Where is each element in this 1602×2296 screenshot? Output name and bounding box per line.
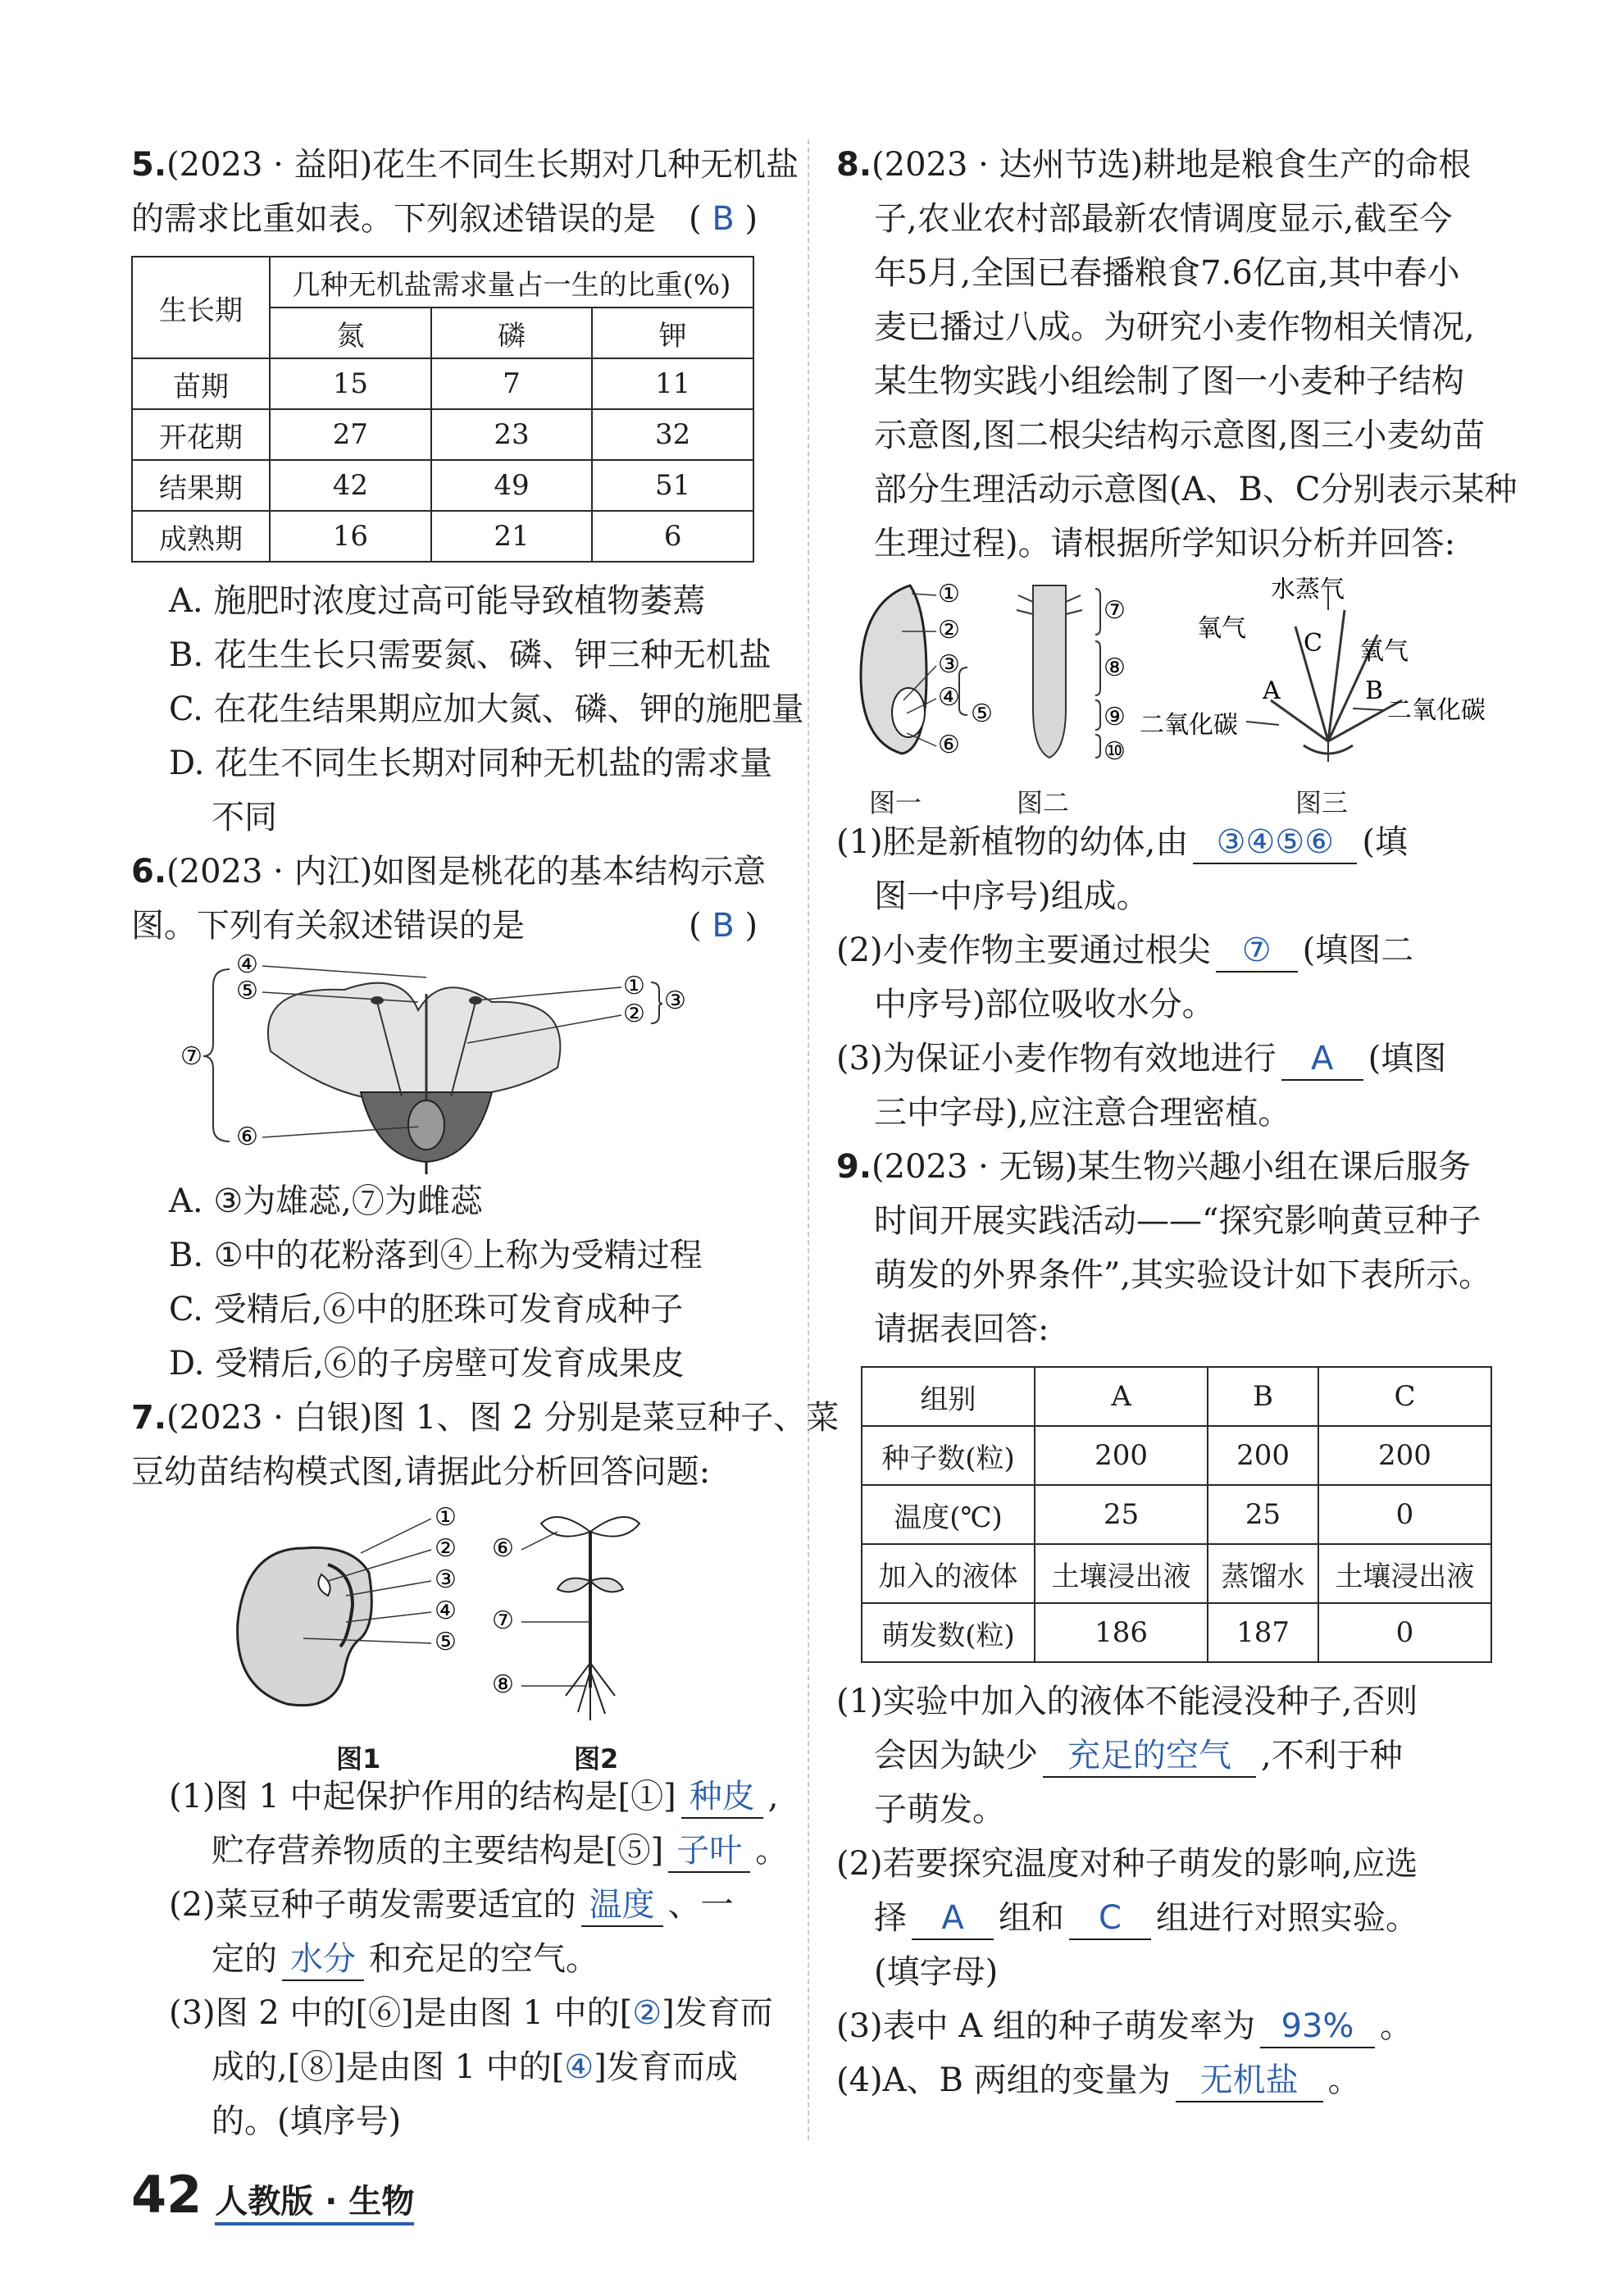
sub-question-text: 成的,[⑧]是由图 1 中的[ (212, 2048, 565, 2086)
flower-label-3: ③ (664, 986, 686, 1015)
table-row (132, 409, 753, 460)
table-row (862, 1485, 1491, 1544)
peach-flower-figure (131, 953, 787, 1174)
seed-label-1: ① (938, 580, 960, 608)
seed-label-5: ⑤ (971, 699, 993, 728)
label-C: C (1304, 629, 1322, 658)
question-7 (131, 1391, 840, 2148)
sub-question-text: 图一中序号)组成。 (874, 877, 1149, 915)
table-row (132, 358, 753, 409)
seed-label-2: ② (938, 616, 960, 645)
sub-question-text: 和充足的空气。 (369, 1940, 598, 1978)
question-text: (2023 · 无锡)某生物兴趣小组在课后服务 (872, 1148, 1472, 1186)
seed-label-4: ④ (435, 1597, 457, 1625)
option: B. 花生生长只需要氮、磷、钾三种无机盐 (169, 636, 771, 674)
table-header: A (1035, 1367, 1208, 1426)
table-cell: 土壤浸出液 (1035, 1544, 1208, 1603)
table-header: C (1318, 1367, 1491, 1426)
question-6: 6.(2023 · 内江)如图是桃花的基本结构示意 图。下列有关叙述错误的是 ( B ) ④ ⑤ ⑦ ⑥ ① ② ③ A. ③为雄蕊,⑦为雌蕊 B. ①中的花粉落到④上称为受精过程 C. 受精后,⑥中的胚珠可发育成种子 D. 受精后,⑥的子房壁可发育成果皮 (131, 845, 787, 1391)
sub-question-text: 的。(填序号) (212, 2102, 402, 2140)
seed-label-2: ② (435, 1534, 457, 1563)
sub-question-text: (1)图 1 中起保护作用的结构是[①] (169, 1778, 676, 1815)
figure-caption: 图三 (1295, 787, 1349, 818)
seed-label-4: ④ (938, 683, 960, 712)
table-cell: 51 (592, 460, 753, 511)
answer-blank: 无机盐 (1176, 2060, 1323, 2102)
question-number: 5. (131, 146, 167, 184)
option: D. 花生不同生长期对同种无机盐的需求量 (169, 745, 773, 782)
table-cell: 萌发数(粒) (862, 1603, 1035, 1662)
answer-blank: 种皮 (681, 1776, 763, 1819)
root-label-8: ⑧ (1104, 654, 1126, 682)
table-cell: 186 (1035, 1603, 1208, 1662)
sub-question-text: (3)表中 A 组的种子萌发率为 (836, 2007, 1255, 2045)
label-co2-right: 二氧化碳 (1387, 696, 1486, 725)
sub-question-text: 会因为缺少 (874, 1737, 1038, 1774)
sub-question-text: 三中字母),应注意合理密植。 (874, 1094, 1291, 1132)
answer-blank: C (1069, 1897, 1151, 1940)
table-row (862, 1544, 1491, 1603)
table-row (862, 1367, 1491, 1426)
label-A: A (1263, 676, 1281, 705)
table-cell: 25 (1208, 1485, 1318, 1544)
sub-question-text: 。 (755, 1832, 789, 1870)
seed-label-6: ⑥ (938, 731, 960, 759)
answer-blank: 子叶 (668, 1830, 750, 1873)
question-text: 部分生理活动示意图(A、B、C分别表示某种 (874, 471, 1518, 508)
book-title: 人教版 · 生物 (215, 2175, 414, 2225)
sub-question-text: (填字母) (874, 1953, 999, 1991)
option: A. ③为雄蕊,⑦为雌蕊 (169, 1182, 483, 1220)
question-text: 的需求比重如表。下列叙述错误的是 (131, 200, 656, 238)
table-cell: 7 (431, 358, 593, 409)
table-cell: 11 (592, 358, 753, 409)
table-cell: 温度(℃) (862, 1485, 1035, 1544)
label-oxygen-right: 氧气 (1359, 637, 1409, 666)
option-continuation: 不同 (212, 799, 277, 836)
table-cell: 200 (1318, 1426, 1491, 1485)
sub-question-text: 组和 (999, 1899, 1064, 1937)
seed-label-3: ③ (938, 650, 960, 679)
question-text: 萌发的外界条件”,其实验设计如下表所示。 (874, 1256, 1492, 1294)
answer-choice: B (712, 907, 735, 945)
question-text: 请据表回答: (874, 1310, 1049, 1348)
answer-blank: A (912, 1897, 994, 1940)
answer-blank: 93% (1260, 2006, 1375, 2048)
table-cell: 6 (592, 511, 753, 562)
answer-blank: ⑦ (1216, 930, 1298, 973)
sub-question-text: 。 (1327, 2061, 1361, 2099)
sub-question-text: (2)若要探究温度对种子萌发的影响,应选 (836, 1845, 1418, 1883)
flower-label-4: ④ (236, 953, 258, 979)
sub-question-text: ]发育而 (662, 1994, 773, 2032)
bean-figure (131, 1499, 787, 1774)
root-label-10: ⑩ (1104, 737, 1126, 766)
sub-question-text: 组进行对照实验。 (1156, 1899, 1418, 1937)
sub-question-text: , (767, 1778, 779, 1815)
sub-question-text: (填图二 (1302, 932, 1414, 969)
table-row (862, 1603, 1491, 1662)
question-text: 示意图,图二根尖结构示意图,图三小麦幼苗 (874, 417, 1486, 454)
flower-label-1: ① (623, 972, 645, 1000)
left-column (131, 138, 840, 2148)
answer-blank: ④ (564, 2048, 594, 2086)
table-row (132, 460, 753, 511)
sub-question-text: 中序号)部位吸收水分。 (874, 986, 1215, 1023)
flower-label-2: ② (623, 1000, 645, 1028)
question-text: 子,农业农村部最新农情调度显示,截至今 (874, 200, 1453, 238)
sub-question-text: ,不利于种 (1261, 1737, 1403, 1774)
root-label-7: ⑦ (1104, 596, 1126, 625)
table-cell: 42 (270, 460, 431, 511)
label-oxygen-left: 氧气 (1197, 614, 1246, 643)
figure-caption: 图一 (869, 787, 922, 818)
experiment-table (861, 1366, 1492, 1663)
seed-label-5: ⑤ (435, 1628, 457, 1656)
table-cell: 200 (1035, 1426, 1208, 1485)
column-divider (808, 139, 809, 2140)
question-number: 8. (836, 146, 872, 184)
table-header: 钾 (592, 308, 753, 358)
answer-blank: 充足的空气 (1043, 1735, 1256, 1778)
sub-question-text: (2)菜豆种子萌发需要适宜的 (169, 1886, 576, 1924)
table-header: 生长期 (132, 257, 270, 358)
page-footer (131, 2165, 414, 2225)
sub-question-text: ]发育而成 (594, 2048, 738, 2086)
sub-question-text: 择 (874, 1899, 907, 1937)
option: D. 受精后,⑥的子房壁可发育成果皮 (169, 1345, 685, 1383)
table-cell: 187 (1208, 1603, 1318, 1662)
table-header: 氮 (270, 308, 431, 358)
table-header: 组别 (862, 1367, 1035, 1426)
wheat-figure (836, 577, 1500, 818)
sub-question-text: (3)图 2 中的[⑥]是由图 1 中的[ (169, 1994, 633, 2032)
table-row (862, 1426, 1491, 1485)
option: C. 在花生结果期应加大氮、磷、钾的施肥量 (169, 690, 804, 728)
question-5: 5.(2023 · 益阳)花生不同生长期对几种无机盐 的需求比重如表。下列叙述错误的是 ( B ) 生长期 几种无机盐需求量占一生的比重(%) 氮 磷 钾 苗期 15 7 11 开花期 27 23 32 结果期 42 49 51 成熟期 16 21 6 A. 施肥时浓度过高可能导致植物萎蔫 B. 花生生长只需要氮、磷、钾三种无机盐 C. 在花生结果期应加大氮、磷、钾的施肥量 D. 花生不同生长期对同种无机盐的需求量 不同 (131, 138, 787, 845)
table-cell: 32 (592, 409, 753, 460)
table-cell: 21 (431, 511, 593, 562)
table-cell: 49 (431, 460, 593, 511)
option: A. 施肥时浓度过高可能导致植物萎蔫 (169, 582, 706, 620)
table-cell: 0 (1318, 1603, 1491, 1662)
answer-blank: 温度 (581, 1884, 663, 1927)
sub-question-text: (2)小麦作物主要通过根尖 (836, 932, 1211, 969)
table-cell: 200 (1208, 1426, 1318, 1485)
table-cell: 成熟期 (132, 511, 270, 562)
seedling-label-6: ⑥ (492, 1534, 514, 1563)
nutrient-table (131, 256, 754, 563)
page-number: 42 (131, 2165, 203, 2225)
question-text: 生理过程)。请根据所学知识分析并回答: (874, 525, 1456, 563)
label-water-vapor: 水蒸气 (1271, 577, 1345, 604)
question-text: 麦已播过八成。为研究小麦作物相关情况, (874, 308, 1475, 346)
sub-question-text: 子萌发。 (874, 1791, 1005, 1829)
figure-caption: 图2 (574, 1743, 619, 1774)
table-cell: 0 (1318, 1485, 1491, 1544)
question-text: 时间开展实践活动——“探究影响黄豆种子 (874, 1202, 1481, 1240)
seedling-label-7: ⑦ (492, 1606, 514, 1635)
sub-question-text: (1)实验中加入的液体不能浸没种子,否则 (836, 1683, 1418, 1720)
figure-caption: 图1 (336, 1743, 381, 1774)
answer-blank: ③④⑤⑥ (1193, 822, 1357, 864)
table-row (132, 511, 753, 562)
table-cell: 25 (1035, 1485, 1208, 1544)
table-cell: 蒸馏水 (1208, 1544, 1318, 1603)
right-column (836, 138, 1518, 2107)
figure-caption: 图二 (1017, 787, 1070, 818)
sub-question-text: (填图 (1368, 1040, 1447, 1077)
table-header: B (1208, 1367, 1318, 1426)
flower-label-5: ⑤ (236, 977, 258, 1005)
sub-question-text: 。 (1379, 2007, 1413, 2045)
seedling-label-8: ⑧ (492, 1670, 514, 1699)
table-cell: 15 (270, 358, 431, 409)
table-header: 几种无机盐需求量占一生的比重(%) (270, 257, 753, 308)
sub-question-text: (1)胚是新植物的幼体,由 (836, 823, 1189, 861)
table-cell: 16 (270, 511, 431, 562)
answer-choice: B (712, 200, 735, 238)
sub-question-text: 贮存营养物质的主要结构是[⑤] (212, 1832, 664, 1870)
peach-flower-diagram (131, 953, 787, 1174)
answer-blank: A (1281, 1038, 1363, 1081)
question-8 (836, 138, 1518, 1140)
option: B. ①中的花粉落到④上称为受精过程 (169, 1237, 703, 1274)
question-number: 7. (131, 1399, 167, 1437)
table-cell: 种子数(粒) (862, 1426, 1035, 1485)
question-9 (836, 1140, 1500, 2107)
answer-blank: ② (632, 1994, 662, 2032)
label-B: B (1365, 676, 1384, 705)
bean-seed-and-seedling-diagram (131, 1499, 787, 1737)
question-text: 某生物实践小组绘制了图一小麦种子结构 (874, 362, 1464, 400)
flower-label-7: ⑦ (180, 1042, 203, 1071)
sub-question-text: 、一 (667, 1886, 734, 1924)
question-number: 9. (836, 1148, 872, 1186)
table-cell: 27 (270, 409, 431, 460)
question-text: (2023 · 达州节选)耕地是粮食生产的命根 (872, 146, 1472, 184)
sub-question-text: (4)A、B 两组的变量为 (836, 2061, 1171, 2099)
table-cell: 苗期 (132, 358, 270, 409)
wheat-diagrams (836, 577, 1500, 782)
question-text: (2023 · 白银)图 1、图 2 分别是菜豆种子、菜 (166, 1399, 840, 1437)
seed-label-3: ③ (435, 1565, 457, 1594)
question-text: 年5月,全国已春播粮食7.6亿亩,其中春小 (874, 254, 1460, 292)
table-cell: 加入的液体 (862, 1544, 1035, 1603)
sub-question-text: 定的 (212, 1940, 277, 1978)
table-cell: 结果期 (132, 460, 270, 511)
question-text: 图。下列有关叙述错误的是 (131, 907, 525, 945)
root-label-9: ⑨ (1104, 703, 1126, 731)
sub-question-text: (填 (1362, 823, 1408, 861)
flower-label-6: ⑥ (236, 1123, 258, 1151)
table-cell: 开花期 (132, 409, 270, 460)
table-cell: 23 (431, 409, 593, 460)
question-text: (2023 · 益阳)花生不同生长期对几种无机盐 (166, 146, 799, 184)
table-header: 磷 (431, 308, 593, 358)
question-number: 6. (131, 853, 167, 891)
question-text: 豆幼苗结构模式图,请据此分析回答问题: (131, 1453, 711, 1491)
question-text: (2023 · 内江)如图是桃花的基本结构示意 (166, 853, 767, 891)
label-co2-left: 二氧化碳 (1140, 711, 1238, 740)
answer-blank: 水分 (282, 1938, 364, 1981)
table-cell: 土壤浸出液 (1318, 1544, 1491, 1603)
sub-question-text: (3)为保证小麦作物有效地进行 (836, 1040, 1277, 1077)
seed-label-1: ① (435, 1503, 457, 1532)
option: C. 受精后,⑥中的胚珠可发育成种子 (169, 1291, 684, 1328)
